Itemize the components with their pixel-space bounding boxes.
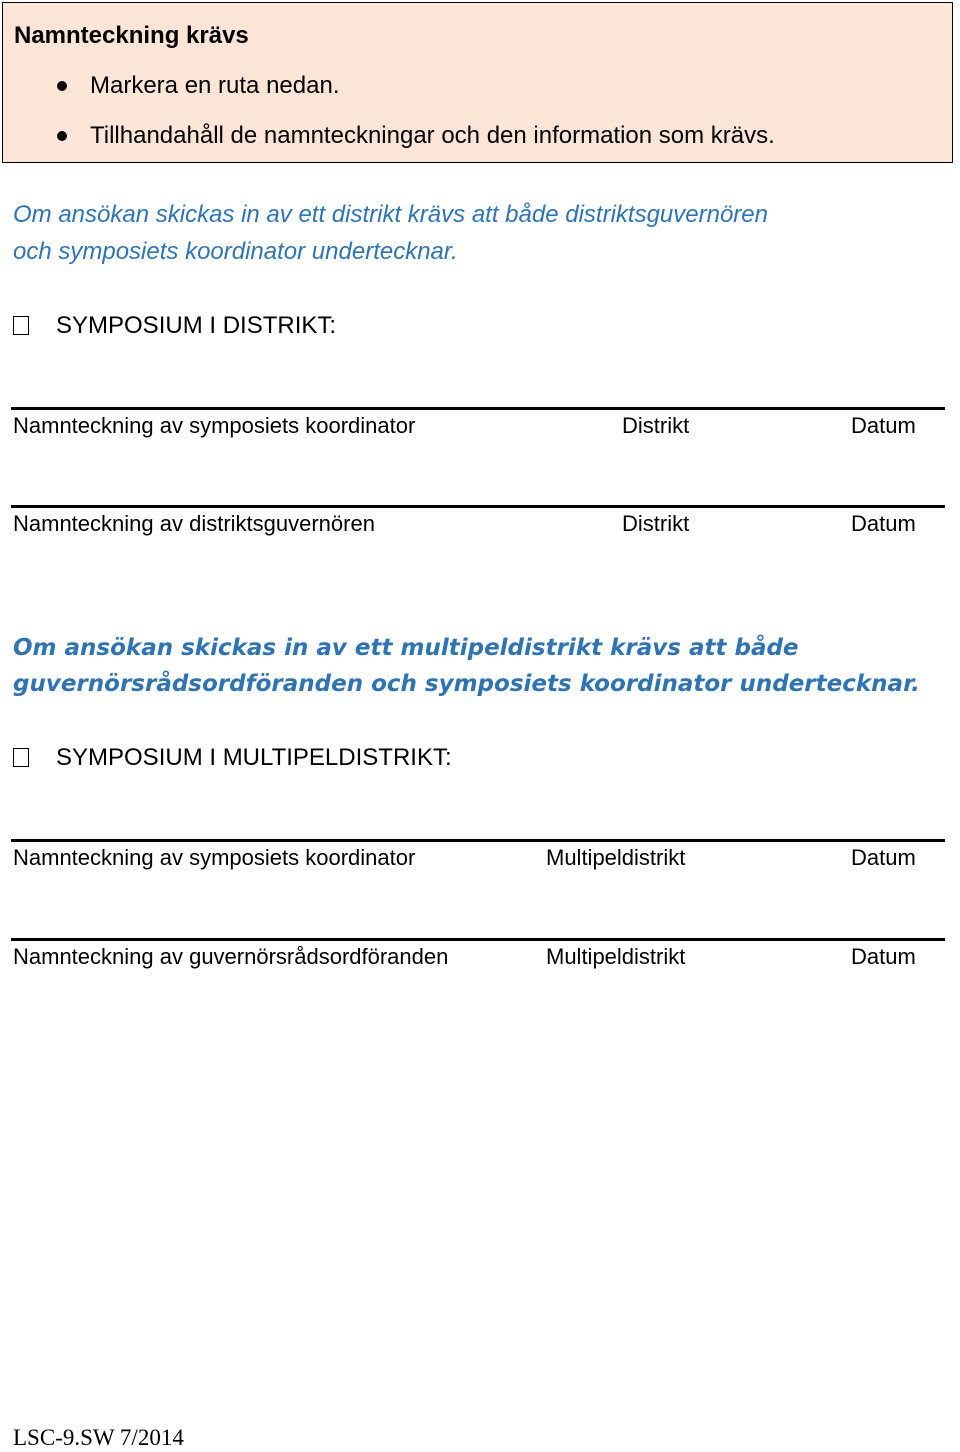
date-label: Datum (851, 845, 916, 870)
notice-title: Namnteckning krävs (14, 22, 249, 49)
multiple-district-note (13, 630, 920, 702)
notice-box (2, 2, 953, 163)
signature-row (13, 410, 933, 442)
district-label: Distrikt (622, 511, 690, 536)
multiple-note-line1: Om ansökan skickas in av ett multipeldistrikt krävs att både (13, 635, 799, 661)
bullet-icon (57, 131, 67, 141)
multiple-district-label: Multipeldistrikt (546, 845, 686, 870)
signature-row (13, 941, 933, 973)
date-label: Datum (851, 511, 916, 536)
multiple-note-line2: guvernörsrådsordföranden och symposiets koordinator undertecknar. (13, 671, 920, 697)
multiple-district-checkbox[interactable] (13, 748, 29, 767)
date-label: Datum (851, 413, 916, 438)
multiple-district-label: Multipeldistrikt (546, 944, 686, 969)
notice-item-text: Tillhandahåll de namnteckningar och den information som krävs. (90, 122, 775, 149)
district-note-line1: Om ansökan skickas in av ett distrikt krävs att både distriktsguvernören (13, 201, 768, 228)
signature-label: Namnteckning av symposiets koordinator (13, 845, 416, 870)
signature-label: Namnteckning av symposiets koordinator (13, 413, 416, 438)
district-checkbox[interactable] (13, 316, 29, 335)
bullet-icon (57, 81, 67, 91)
signature-row (13, 508, 933, 540)
district-note (13, 196, 768, 270)
form-code: LSC-9.SW 7/2014 (13, 1425, 184, 1450)
district-label: Distrikt (622, 413, 690, 438)
multiple-district-checkbox-label: SYMPOSIUM I MULTIPELDISTRIKT: (56, 744, 452, 771)
notice-item-text: Markera en ruta nedan. (90, 72, 340, 99)
signature-row (13, 842, 933, 874)
district-note-line2: och symposiets koordinator undertecknar. (13, 238, 458, 265)
district-checkbox-label: SYMPOSIUM I DISTRIKT: (56, 312, 337, 339)
signature-label: Namnteckning av guvernörsrådsordföranden (13, 944, 449, 969)
date-label: Datum (851, 944, 916, 969)
signature-label: Namnteckning av distriktsguvernören (13, 511, 375, 536)
